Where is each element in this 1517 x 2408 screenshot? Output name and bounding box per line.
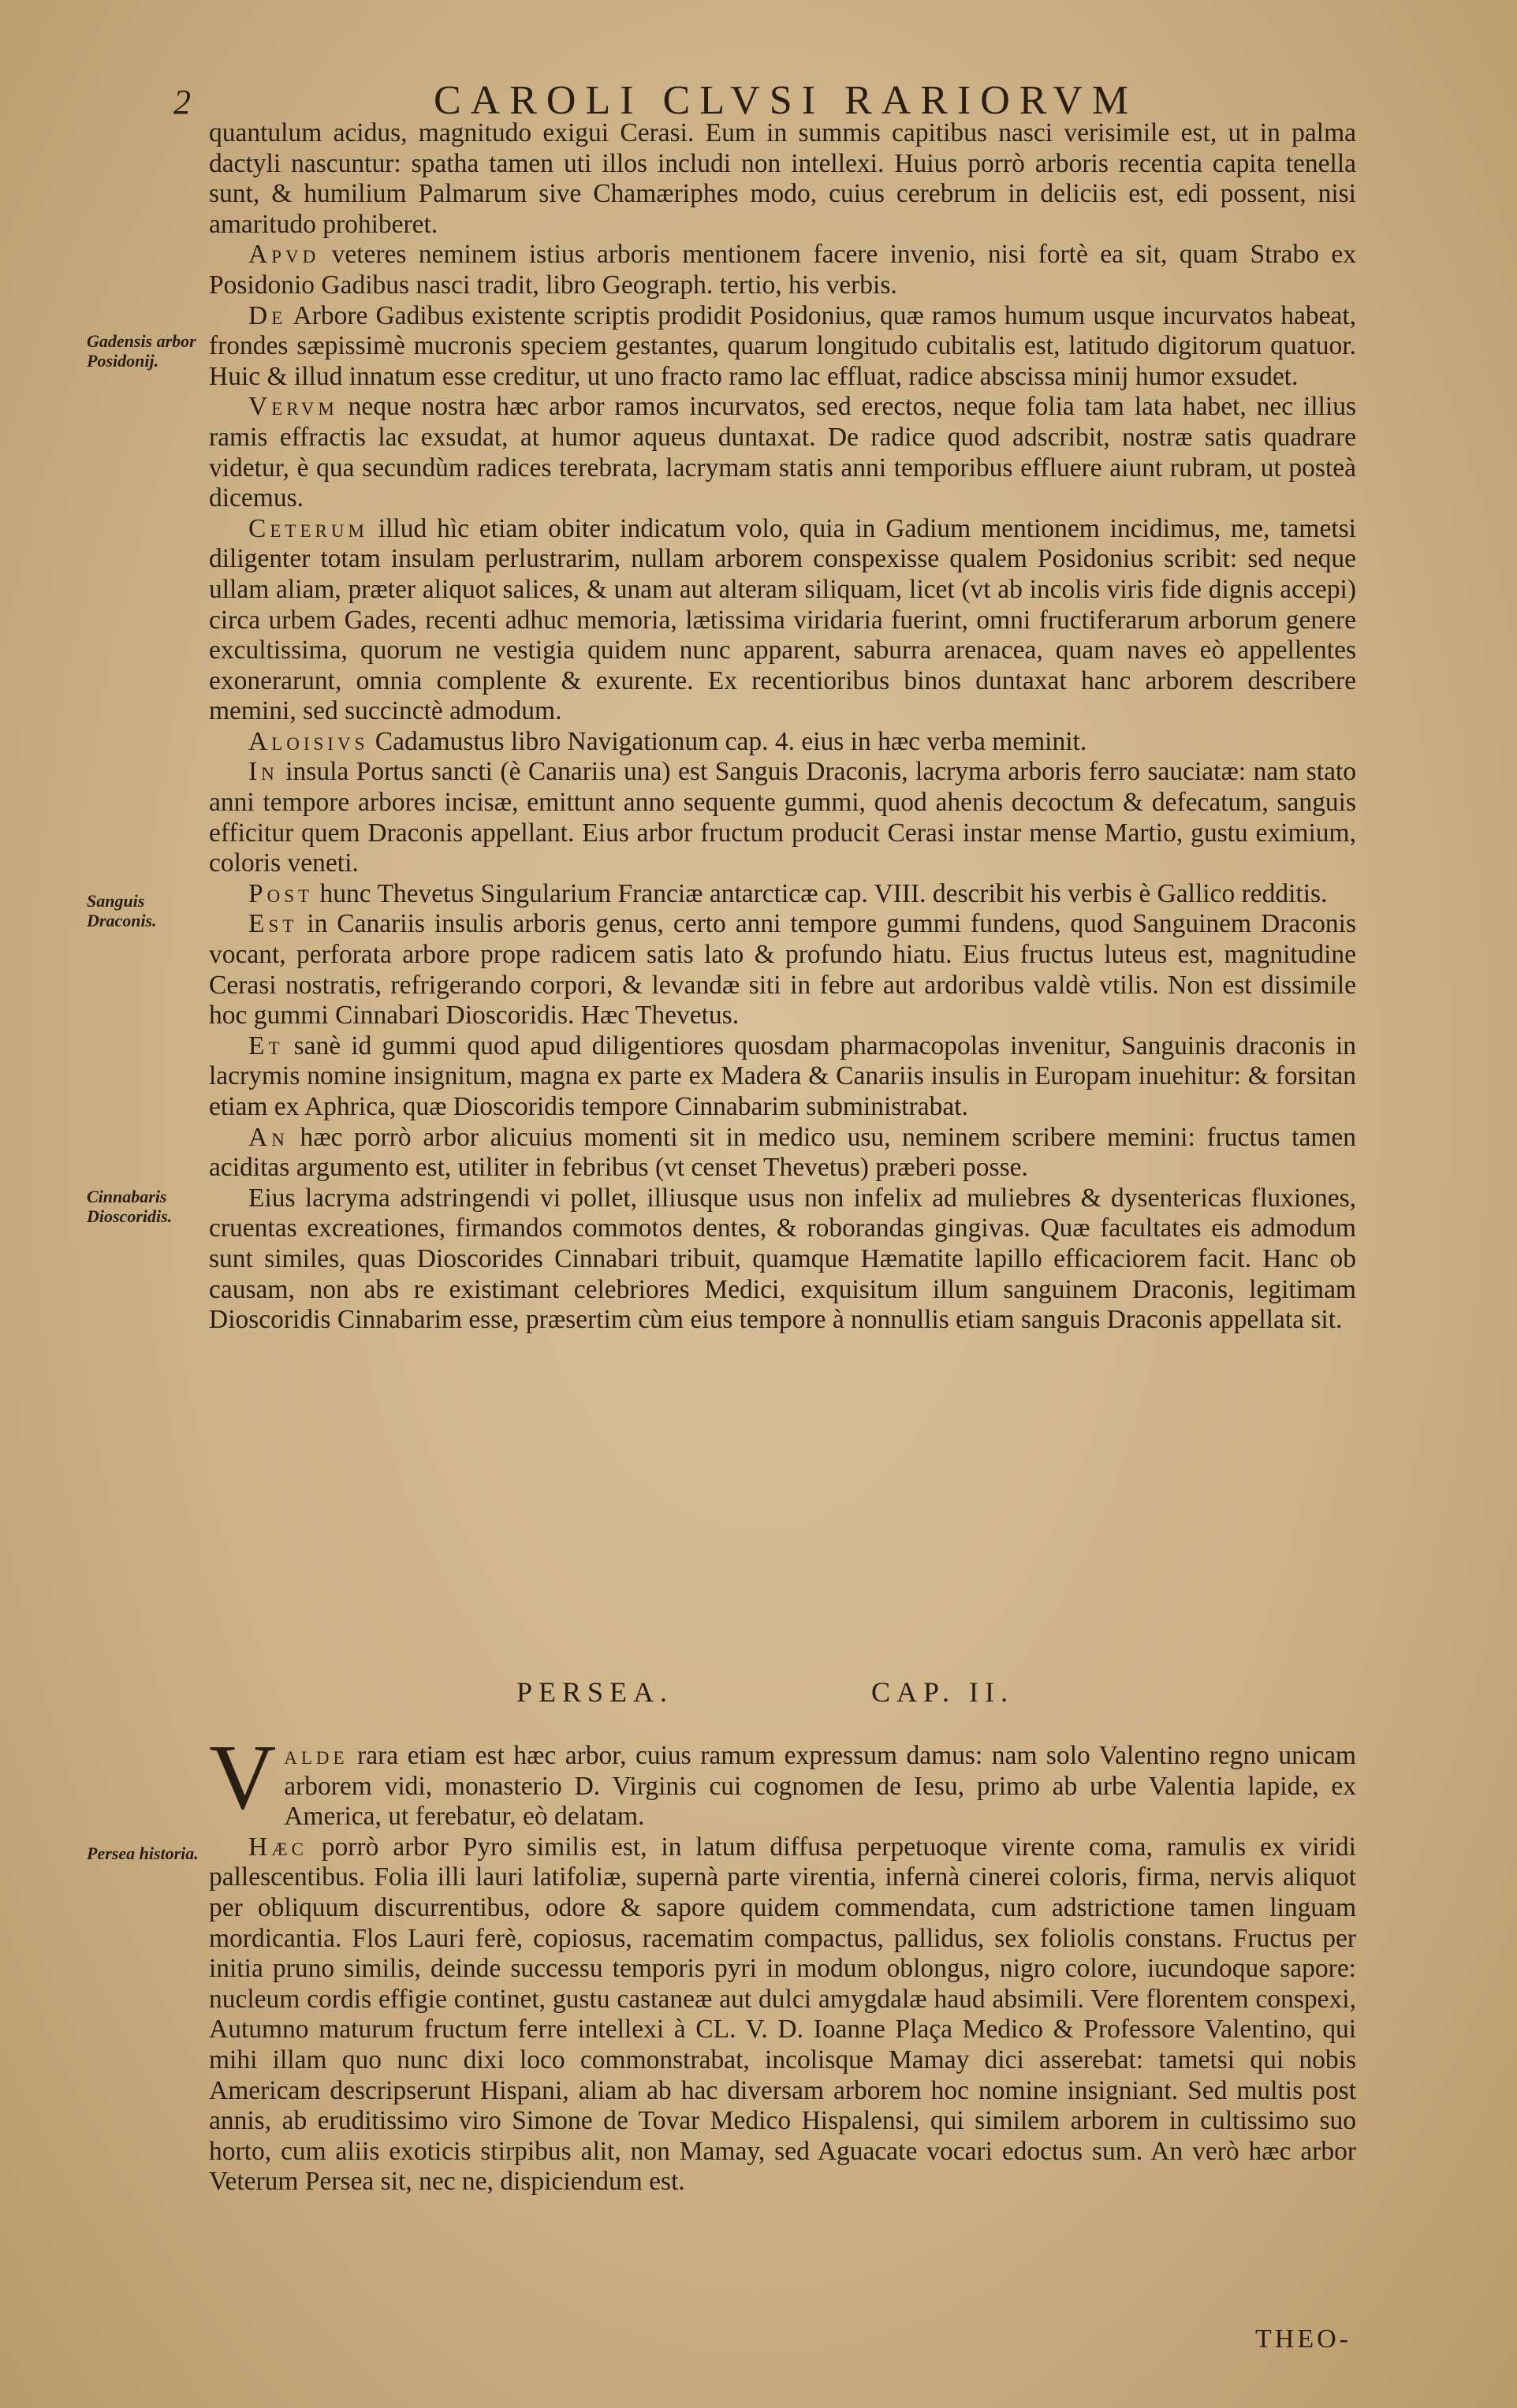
paragraph: Apvd veteres neminem istius arboris mentionem facere invenio, nisi fortè ea sit, quam Strabo ex Posidonio Gadibus nasci tradit, libro Geograph. tertio, his verbis. <box>209 240 1356 300</box>
section-text-1 <box>209 118 1356 1336</box>
margin-note-gadensis: Gadensis arbor Posidonij. <box>87 331 196 371</box>
section-text-2 <box>209 1725 1356 2197</box>
paragraph: Est in Canariis insulis arboris genus, certo anni tempore gummi fundens, quod Sanguinem Draconis vocant, perforata arbore prope radicem satis lato & profundo hiatu. Eius fructus luteus est, magnitudine Cerasi nostratis, refrigerando corpori, & levandæ siti in febre aut ardoribus valdè vtilis. Non est dissimile hoc gummi Cinnabari Dioscoridis. Hæc Thevetus. <box>209 909 1356 1031</box>
drop-cap: V <box>209 1725 277 1828</box>
folio-number: 2 <box>173 83 191 121</box>
paragraph: Et sanè id gummi quod apud diligentiores quosdam pharmacopolas invenitur, Sanguinis draconis in lacrymis nomine insignitum, magna ex parte ex Madera & Canariis insulis in Europam inuehitur: & forsitan etiam ex Aphrica, quæ Dioscoridis tempore Cinnabarim subministrabat. <box>209 1031 1356 1121</box>
paragraph: Ceterum illud hìc etiam obiter indicatum volo, quia in Gadium mentionem incidimus, me, tametsi diligenter totam insulam perlustrarim, nullam arborem conspexisse qualem Posidonius scribit: sed neque ullam aliam, præter aliquot salices, & unam aut alteram siliquam, licet (vt ab incolis viris fide dignis accepi) circa urbem Gades, recenti adhuc memoria, lætissima viridaria fuerint, omni fructiferarum arborum genere excultissima, quorum ne vestigia quidem nunc apparent, saburra arenacea, quam naves eò appellentes exonerarunt, omnia complente & exurente. Ex recentioribus binos duntaxat hanc arborem describere memini, sed succinctè admodum. <box>209 513 1356 726</box>
running-title: CAROLI CLVSI RARIORVM <box>434 78 1139 123</box>
paragraph: Post hunc Thevetus Singularium Franciæ antarcticæ cap. VIII. describit his verbis è Gallico redditis. <box>248 878 1328 908</box>
paragraph: Hæc porrò arbor Pyro similis est, in latum diffusa perpetuoque virente coma, ramulis ex viridi pallescentibus. Folia illi lauri latifoliæ, supernà parte virentia, infernà cinerei coloris, firma, nervis aliquot per obliquum discurrentibus, odore & sapore quidem commendata, cum adstrictione tamen linguam mordicantia. Flos Lauri ferè, copiosus, racematim compactus, pallidus, sex foliolis constans. Fructus per initia pruno similis, deinde successu temporis pyri in modum oblongus, nigro colore, iucundoque sapore: nucleum cordis effigie continet, gustu castaneæ aut dulci amygdalæ haud absimili. Vere florentem conspexi, Autumno maturum fructum ferre intellexi à CL. V. D. Ioanne Plaça Medico & Professore Valentino, qui mihi illam quo nunc dixi loco commonstrabat, incolisque Mamay dici asserebat: tametsi qui nobis Americam descripserunt Hispani, aliam ab hac diversam arborem hoc nomine insigniant. Sed multis post annis, ab eruditissimo viro Simone de Tovar Medico Hispalensi, qui similem arborem in cultissimo suo horto, cum aliis exoticis stirpibus alit, non Mamay, sed Aguacate vocari edoctus sum. An verò hæc arbor Veterum Persea sit, nec ne, dispiciendum est. <box>209 1832 1356 2197</box>
paragraph: In insula Portus sancti (è Canariis una) est Sanguis Draconis, lacryma arboris ferro sauciatæ: nam stato anni tempore arbores incisæ, emittunt anno sequente gummi, quod ahenis decoctum & defecatum, sanguis efficitur quem Draconis appellant. Eius arbor fructum producit Cerasi instar mense Martio, gustu eximium, coloris veneti. <box>209 757 1356 878</box>
paragraph: Aloisivs Cadamustus libro Navigationum cap. 4. eius in hæc verba meminit. <box>248 726 1087 756</box>
paragraph: Eius lacryma adstringendi vi pollet, illiusque usus non infelix ad muliebres & dysentericas fluxiones, cruentas excreationes, firmandos commotos dentes, & roborandas gingivas. Quæ facultates eis admodum sunt similes, quas Dioscorides Cinnabari tribuit, quamque Hæmatite lapillo efficaciorem facit. Hanc ob causam, non abs re existimant celebriores Medici, exquisitum illum sanguinem Draconis, legitimam Dioscoridis Cinnabarim esse, præsertim cùm eius tempore à nonnullis etiam sanguis Draconis appellata sit. <box>209 1183 1356 1335</box>
margin-note-persea-historia: Persea historia. <box>87 1843 199 1863</box>
catchword: THEO- <box>1255 2324 1351 2354</box>
paragraph: An hæc porrò arbor alicuius momenti sit in medico usu, neminem scribere memini: fructus tamen aciditas argumento est, utiliter in febribus (vt censet Thevetus) præberi posse. <box>209 1122 1356 1183</box>
paragraph: Vervm neque nostra hæc arbor ramos incurvatos, sed erectos, neque folia tam lata habet, nec illius ramis effractis lac exsudat, at humor aqueus duntaxat. De radice quod adscribit, nostræ satis quadrare videtur, è qua secundùm radices terebrata, lacrymam statis anni temporibus effluere aiunt rubram, ut posteà dicemus. <box>209 392 1356 513</box>
chapter-heading <box>209 1676 1356 1715</box>
paragraph: De Arbore Gadibus existente scriptis prodidit Posidonius, quæ ramos humum usque incurvatos habeat, frondes sæpissimè mucronis speciem gestantes, quarum longitudo cubitalis est, latitudo digitorum quatuor. Huic & illud innatum esse creditur, ut uno fracto ramo lac effluat, radice abscissa minij humor exsudet. <box>209 300 1356 391</box>
margin-note-cinnabaris: Cinnabaris Dioscoridis. <box>87 1187 173 1226</box>
chapter-title: PERSEA. <box>516 1676 674 1708</box>
margin-note-sanguis-draconis: Sanguis Draconis. <box>87 891 157 930</box>
chapter-number: CAP. II. <box>871 1676 1015 1708</box>
paragraph: quantulum acidus, magnitudo exigui Cerasi. Eum in summis capitibus nasci verisimile est, ut in palma dactyli nascuntur: spatha tamen uti illos includi non intellexi. Huius porrò arboris recentia capita tenella sunt, & humilium Palmarum sive Chamæriphes modo, cuius cerebrum in deliciis est, edi possent, nisi amaritudo prohiberet. <box>209 118 1356 239</box>
paragraph: Valde rara etiam est hæc arbor, cuius ramum expressum damus: nam solo Valentino regno unicam arborem vidi, monasterio D. Virginis cui cognomen de Iesu, primo ab urbe Valentia lapide, ex America, ut ferebatur, eò delatam. <box>209 1725 1356 1832</box>
